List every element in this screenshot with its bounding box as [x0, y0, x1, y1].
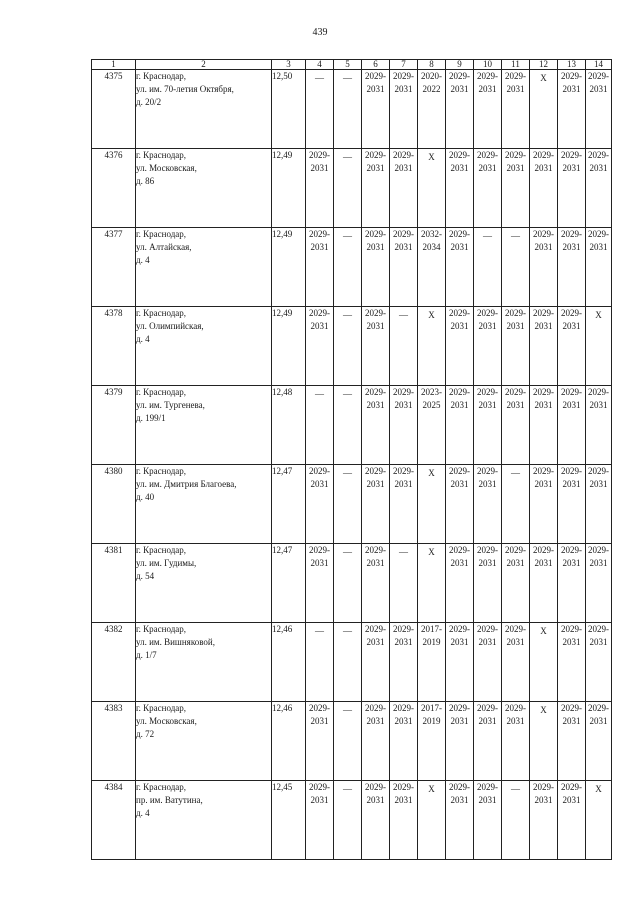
address-line: г. Краснодар,: [136, 624, 187, 634]
cost-value: 12,45: [272, 781, 306, 860]
page-number: 439: [312, 27, 328, 38]
period-cell: 2029- 2031: [362, 386, 390, 465]
period-cell: —: [334, 781, 362, 860]
period-cell: 2029- 2031: [558, 386, 586, 465]
period-cell: 2020- 2022: [418, 70, 446, 149]
period-cell: —: [502, 228, 530, 307]
period-cell: 2017- 2019: [418, 702, 446, 781]
period-cell: 2029- 2031: [306, 307, 334, 386]
period-cell: 2029- 2031: [446, 544, 474, 623]
table-row: [92, 702, 612, 781]
period-cell: 2029- 2031: [502, 307, 530, 386]
address-cell: [136, 781, 272, 860]
address-cell: [136, 544, 272, 623]
period-cell: —: [502, 465, 530, 544]
address-line: г. Краснодар,: [136, 466, 187, 476]
period-cell: 2029- 2031: [586, 544, 612, 623]
period-cell: 2029- 2031: [530, 307, 558, 386]
address-cell: [136, 228, 272, 307]
table-body: [92, 70, 612, 860]
address-line: ул. Алтайская,: [136, 242, 192, 252]
period-cell: 2029- 2031: [558, 228, 586, 307]
period-cell: 2029- 2031: [306, 465, 334, 544]
address-cell: [136, 307, 272, 386]
cost-value: 12,46: [272, 702, 306, 781]
period-cell: 2029- 2031: [474, 307, 502, 386]
column-number: 14: [586, 60, 612, 70]
cost-value: 12,46: [272, 623, 306, 702]
period-cell: 2029- 2031: [502, 386, 530, 465]
period-cell: 2023- 2025: [418, 386, 446, 465]
cost-value: 12,48: [272, 386, 306, 465]
period-cell: —: [334, 386, 362, 465]
address-line: д. 86: [136, 176, 155, 186]
period-cell: 2029- 2031: [446, 702, 474, 781]
register-table: [91, 59, 612, 860]
period-cell: 2029- 2031: [586, 623, 612, 702]
period-cell: 2029- 2031: [502, 702, 530, 781]
period-cell: 2029- 2031: [530, 781, 558, 860]
address-line: г. Краснодар,: [136, 703, 187, 713]
period-cell: 2029- 2031: [362, 623, 390, 702]
table-row: [92, 386, 612, 465]
address-line: г. Краснодар,: [136, 782, 187, 792]
period-cell: 2029- 2031: [586, 702, 612, 781]
table-row: [92, 228, 612, 307]
period-cell: Х: [586, 781, 612, 860]
period-cell: 2032- 2034: [418, 228, 446, 307]
period-cell: 2029- 2031: [558, 623, 586, 702]
period-cell: 2029- 2031: [530, 149, 558, 228]
address-line: ул. Олимпийская,: [136, 321, 204, 331]
cost-value: 12,50: [272, 70, 306, 149]
period-cell: 2029- 2031: [390, 228, 418, 307]
column-number: 3: [272, 60, 306, 70]
period-cell: 2029- 2031: [558, 465, 586, 544]
period-cell: 2029- 2031: [586, 149, 612, 228]
address-cell: [136, 465, 272, 544]
period-cell: 2017- 2019: [418, 623, 446, 702]
table-row: [92, 149, 612, 228]
period-cell: 2029- 2031: [558, 702, 586, 781]
column-number: 5: [334, 60, 362, 70]
period-cell: 2029- 2031: [446, 307, 474, 386]
column-number: 12: [530, 60, 558, 70]
period-cell: Х: [530, 702, 558, 781]
address-cell: [136, 702, 272, 781]
period-cell: —: [306, 70, 334, 149]
address-line: д. 4: [136, 255, 150, 265]
address-line: г. Краснодар,: [136, 150, 187, 160]
period-cell: —: [334, 623, 362, 702]
address-line: д. 4: [136, 334, 150, 344]
period-cell: 2029- 2031: [558, 149, 586, 228]
period-cell: 2029- 2031: [446, 623, 474, 702]
table-row: [92, 307, 612, 386]
period-cell: Х: [530, 70, 558, 149]
address-line: ул. им. Гудимы,: [136, 558, 197, 568]
period-cell: Х: [418, 544, 446, 623]
period-cell: —: [306, 623, 334, 702]
period-cell: 2029- 2031: [530, 228, 558, 307]
cost-value: 12,47: [272, 465, 306, 544]
period-cell: 2029- 2031: [530, 544, 558, 623]
address-line: ул. Московская,: [136, 163, 197, 173]
period-cell: 2029- 2031: [446, 781, 474, 860]
cost-value: 12,47: [272, 544, 306, 623]
period-cell: 2029- 2031: [390, 465, 418, 544]
address-line: ул. им. 70-летия Октября,: [136, 84, 234, 94]
period-cell: 2029- 2031: [362, 544, 390, 623]
cost-value: 12,49: [272, 307, 306, 386]
period-cell: —: [334, 465, 362, 544]
address-cell: [136, 70, 272, 149]
address-line: ул. им. Дмитрия Благоева,: [136, 479, 237, 489]
address-line: ул. Московская,: [136, 716, 197, 726]
period-cell: 2029- 2031: [586, 465, 612, 544]
address-line: ул. им. Вишняковой,: [136, 637, 215, 647]
row-number: 4377: [92, 228, 136, 307]
column-number: 7: [390, 60, 418, 70]
column-number: 1: [92, 60, 136, 70]
address-line: д. 40: [136, 492, 155, 502]
table-row: [92, 623, 612, 702]
address-line: г. Краснодар,: [136, 545, 187, 555]
address-line: д. 20/2: [136, 97, 162, 107]
period-cell: 2029- 2031: [586, 70, 612, 149]
period-cell: —: [334, 149, 362, 228]
address-line: д. 54: [136, 571, 155, 581]
column-number-row: [92, 60, 612, 70]
period-cell: 2029- 2031: [474, 702, 502, 781]
period-cell: Х: [418, 465, 446, 544]
period-cell: 2029- 2031: [446, 228, 474, 307]
row-number: 4376: [92, 149, 136, 228]
address-cell: [136, 149, 272, 228]
period-cell: 2029- 2031: [362, 465, 390, 544]
column-number: 11: [502, 60, 530, 70]
address-cell: [136, 623, 272, 702]
period-cell: 2029- 2031: [390, 149, 418, 228]
cost-value: 12,49: [272, 149, 306, 228]
period-cell: 2029- 2031: [474, 386, 502, 465]
period-cell: 2029- 2031: [390, 702, 418, 781]
period-cell: —: [334, 544, 362, 623]
period-cell: —: [334, 70, 362, 149]
period-cell: 2029- 2031: [474, 623, 502, 702]
address-line: г. Краснодар,: [136, 387, 187, 397]
period-cell: 2029- 2031: [502, 544, 530, 623]
period-cell: 2029- 2031: [306, 781, 334, 860]
row-number: 4382: [92, 623, 136, 702]
address-line: д. 199/1: [136, 413, 166, 423]
row-number: 4384: [92, 781, 136, 860]
period-cell: Х: [418, 781, 446, 860]
period-cell: 2029- 2031: [390, 386, 418, 465]
period-cell: 2029- 2031: [390, 623, 418, 702]
period-cell: —: [390, 307, 418, 386]
period-cell: 2029- 2031: [502, 70, 530, 149]
period-cell: 2029- 2031: [390, 781, 418, 860]
period-cell: 2029- 2031: [530, 386, 558, 465]
column-number: 4: [306, 60, 334, 70]
address-line: г. Краснодар,: [136, 71, 187, 81]
period-cell: —: [306, 386, 334, 465]
row-number: 4378: [92, 307, 136, 386]
address-line: д. 72: [136, 729, 155, 739]
period-cell: 2029- 2031: [446, 465, 474, 544]
address-line: г. Краснодар,: [136, 308, 187, 318]
period-cell: 2029- 2031: [502, 149, 530, 228]
period-cell: 2029- 2031: [306, 228, 334, 307]
period-cell: 2029- 2031: [474, 544, 502, 623]
period-cell: 2029- 2031: [446, 149, 474, 228]
address-line: д. 4: [136, 808, 150, 818]
period-cell: 2029- 2031: [362, 307, 390, 386]
period-cell: 2029- 2031: [446, 386, 474, 465]
table-row: [92, 465, 612, 544]
period-cell: —: [502, 781, 530, 860]
period-cell: 2029- 2031: [586, 228, 612, 307]
period-cell: —: [390, 544, 418, 623]
table-row: [92, 544, 612, 623]
column-number: 13: [558, 60, 586, 70]
row-number: 4379: [92, 386, 136, 465]
period-cell: 2029- 2031: [362, 70, 390, 149]
period-cell: 2029- 2031: [306, 149, 334, 228]
period-cell: —: [334, 702, 362, 781]
period-cell: 2029- 2031: [474, 781, 502, 860]
period-cell: —: [334, 307, 362, 386]
period-cell: 2029- 2031: [502, 623, 530, 702]
period-cell: 2029- 2031: [474, 70, 502, 149]
address-line: ул. им. Тургенева,: [136, 400, 205, 410]
table-row: [92, 70, 612, 149]
period-cell: 2029- 2031: [446, 70, 474, 149]
period-cell: —: [474, 228, 502, 307]
column-number: 2: [136, 60, 272, 70]
period-cell: 2029- 2031: [306, 544, 334, 623]
column-number: 6: [362, 60, 390, 70]
period-cell: 2029- 2031: [558, 781, 586, 860]
period-cell: 2029- 2031: [558, 307, 586, 386]
period-cell: —: [334, 228, 362, 307]
period-cell: Х: [586, 307, 612, 386]
period-cell: 2029- 2031: [558, 70, 586, 149]
period-cell: 2029- 2031: [362, 149, 390, 228]
address-cell: [136, 386, 272, 465]
column-number: 8: [418, 60, 446, 70]
column-number: 9: [446, 60, 474, 70]
row-number: 4381: [92, 544, 136, 623]
period-cell: 2029- 2031: [362, 702, 390, 781]
period-cell: Х: [418, 307, 446, 386]
row-number: 4380: [92, 465, 136, 544]
period-cell: 2029- 2031: [474, 465, 502, 544]
period-cell: 2029- 2031: [362, 228, 390, 307]
period-cell: 2029- 2031: [558, 544, 586, 623]
period-cell: 2029- 2031: [362, 781, 390, 860]
address-line: д. 1/7: [136, 650, 157, 660]
period-cell: 2029- 2031: [306, 702, 334, 781]
cost-value: 12,49: [272, 228, 306, 307]
address-line: пр. им. Ватутина,: [136, 795, 203, 805]
column-number: 10: [474, 60, 502, 70]
period-cell: 2029- 2031: [530, 465, 558, 544]
row-number: 4383: [92, 702, 136, 781]
period-cell: Х: [530, 623, 558, 702]
period-cell: 2029- 2031: [474, 149, 502, 228]
table-row: [92, 781, 612, 860]
period-cell: 2029- 2031: [586, 386, 612, 465]
period-cell: Х: [418, 149, 446, 228]
address-line: г. Краснодар,: [136, 229, 187, 239]
row-number: 4375: [92, 70, 136, 149]
period-cell: 2029- 2031: [390, 70, 418, 149]
